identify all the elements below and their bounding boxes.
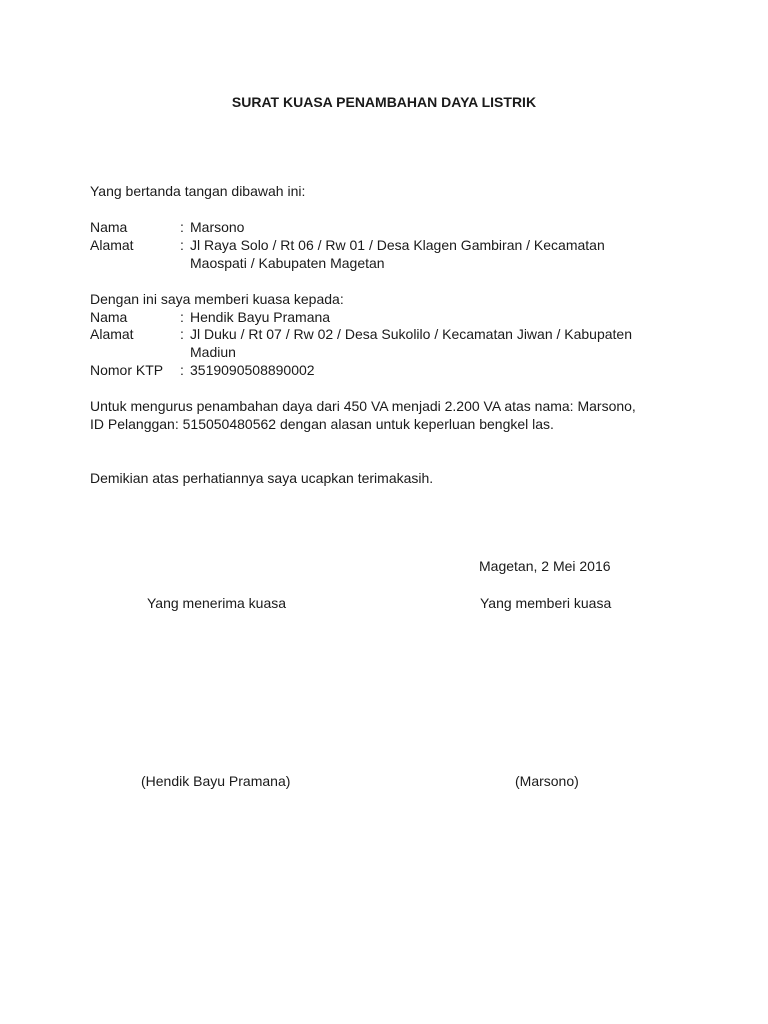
grantor-address-line2: Maospati / Kabupaten Magetan	[190, 255, 385, 271]
grantee-name-row	[90, 308, 330, 326]
colon-separator: :	[180, 219, 184, 235]
receiver-name: (Hendik Bayu Pramana)	[141, 773, 291, 789]
grantor-name-row	[90, 218, 244, 236]
intro-text: Yang bertanda tangan dibawah ini:	[90, 183, 306, 199]
grantee-ktp-label: Nomor KTP	[90, 362, 164, 378]
purpose-line-2: ID Pelanggan: 515050480562 dengan alasan untuk keperluan bengkel las.	[90, 416, 554, 432]
grantee-ktp-value: 3519090508890002	[190, 362, 315, 378]
grant-intro-text: Dengan ini saya memberi kuasa kepada:	[90, 291, 344, 307]
grantor-name-label: Nama	[90, 219, 128, 235]
grantee-address-row	[90, 325, 632, 343]
grantor-address-row	[90, 236, 605, 254]
closing-text: Demikian atas perhatiannya saya ucapkan terimakasih.	[90, 470, 434, 486]
colon-separator: :	[180, 237, 184, 253]
grantee-address-label: Alamat	[90, 326, 134, 342]
grantor-address-label: Alamat	[90, 237, 134, 253]
grantee-ktp-row	[90, 361, 315, 379]
grantee-address-line2: Madiun	[190, 344, 236, 360]
letter-title: SURAT KUASA PENAMBAHAN DAYA LISTRIK	[231, 94, 537, 110]
grantee-name-value: Hendik Bayu Pramana	[190, 309, 331, 325]
receiver-label: Yang menerima kuasa	[147, 595, 287, 611]
place-date: Magetan, 2 Mei 2016	[479, 558, 611, 574]
colon-separator: :	[180, 362, 184, 378]
giver-name: (Marsono)	[515, 773, 579, 789]
purpose-line-1: Untuk mengurus penambahan daya dari 450 VA menjadi 2.200 VA atas nama: Marsono,	[90, 398, 636, 414]
grantee-name-label: Nama	[90, 309, 128, 325]
colon-separator: :	[180, 309, 184, 325]
grantee-address-line1: Jl Duku / Rt 07 / Rw 02 / Desa Sukolilo / Kecamatan Jiwan / Kabupaten	[190, 326, 633, 342]
grantor-address-line1: Jl Raya Solo / Rt 06 / Rw 01 / Desa Klagen Gambiran / Kecamatan	[190, 237, 605, 253]
grantor-name-value: Marsono	[190, 219, 245, 235]
giver-label: Yang memberi kuasa	[480, 595, 612, 611]
colon-separator: :	[180, 326, 184, 342]
